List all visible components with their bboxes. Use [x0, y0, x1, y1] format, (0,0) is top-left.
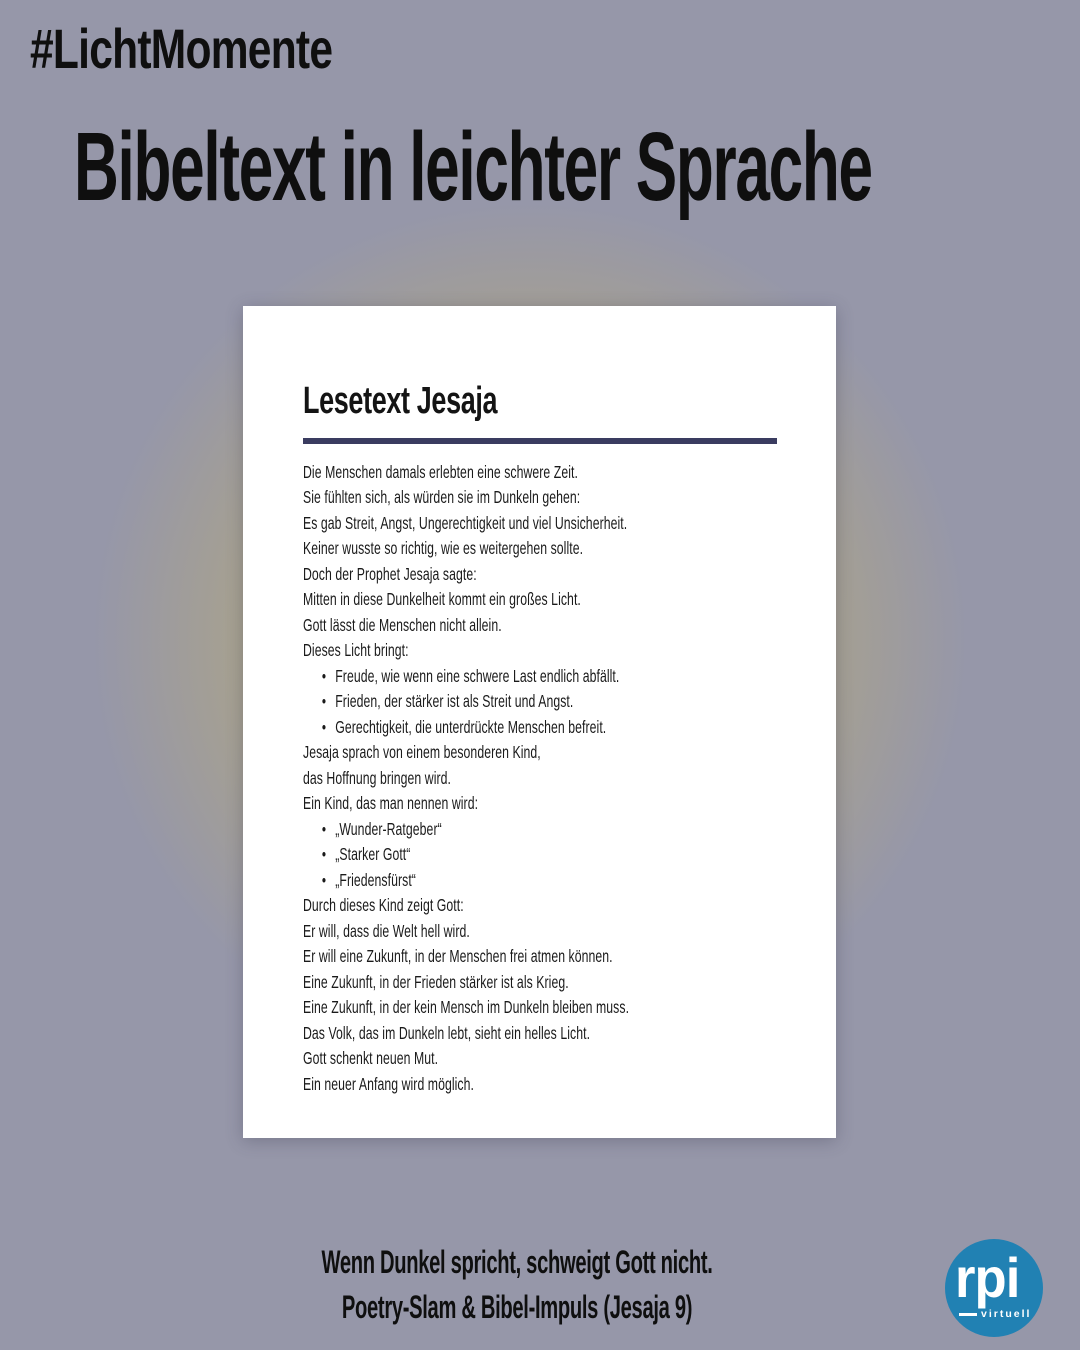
bullet-item [303, 689, 676, 715]
footer-slogan: Wenn Dunkel spricht, schweigt Gott nicht. [321, 1244, 713, 1280]
bullet-text: Frieden, der stärker ist als Streit und Angst. [335, 691, 574, 712]
bullet-icon: • [321, 717, 327, 737]
poem-line: Jesaja sprach von einem besonderen Kind, [303, 742, 541, 763]
poem-line: Die Menschen damals erlebten eine schwere Zeit. [303, 461, 578, 482]
bullet-text: Gerechtigkeit, die unterdrückte Menschen befreit. [335, 716, 607, 737]
poem-line: Eine Zukunft, in der Frieden stärker ist als Krieg. [303, 971, 569, 992]
card-heading: Lesetext Jesaja [303, 380, 498, 422]
poem-line: Er will, dass die Welt hell wird. [303, 920, 470, 941]
poem-line: Ein Kind, das man nennen wird: [303, 793, 479, 814]
poem-line: Mitten in diese Dunkelheit kommt ein großes Licht. [303, 589, 581, 610]
bullet-item [303, 842, 676, 868]
heading-divider [303, 438, 777, 444]
bullet-icon: • [321, 870, 327, 890]
bullet-item [303, 817, 676, 843]
poem-text [303, 460, 676, 1098]
poem-line: Dieses Licht bringt: [303, 640, 409, 661]
hashtag-label: #LichtMomente [30, 17, 333, 80]
logo-wordmark: rpi [955, 1246, 1020, 1309]
page-title: Bibeltext in leichter Sprache [74, 112, 872, 221]
poem-line: Es gab Streit, Angst, Ungerechtigkeit und viel Unsicherheit. [303, 512, 628, 533]
bullet-item [303, 664, 676, 690]
poem-line: das Hoffnung bringen wird. [303, 767, 452, 788]
bullet-item [303, 868, 676, 894]
logo-subtext: virtuell [981, 1308, 1032, 1320]
logo-subline [959, 1308, 1033, 1320]
poem-line: Gott schenkt neuen Mut. [303, 1048, 439, 1069]
bullet-text: „Wunder-Ratgeber“ [335, 818, 442, 839]
poem-line: Ein neuer Anfang wird möglich. [303, 1073, 474, 1094]
poem-line: Eine Zukunft, in der kein Mensch im Dunkeln bleiben muss. [303, 997, 630, 1018]
bullet-text: „Friedensfürst“ [335, 869, 416, 890]
poem-line: Sie fühlten sich, als würden sie im Dunkeln gehen: [303, 487, 581, 508]
poem-line: Das Volk, das im Dunkeln lebt, sieht ein helles Licht. [303, 1022, 591, 1043]
footer-subtitle: Poetry-Slam & Bibel-Impuls (Jesaja 9) [341, 1289, 693, 1325]
bullet-text: Freude, wie wenn eine schwere Last endlich abfällt. [335, 665, 620, 686]
poem-line: Doch der Prophet Jesaja sagte: [303, 563, 477, 584]
poem-line: Gott lässt die Menschen nicht allein. [303, 614, 502, 635]
reading-card [243, 306, 836, 1138]
logo-underline [959, 1313, 977, 1316]
rpi-virtuell-logo [945, 1239, 1043, 1337]
poem-line: Keiner wusste so richtig, wie es weitergehen sollte. [303, 538, 584, 559]
bullet-icon: • [321, 845, 327, 865]
poem-line: Er will eine Zukunft, in der Menschen frei atmen können. [303, 946, 613, 967]
bullet-text: „Starker Gott“ [335, 844, 411, 865]
bullet-icon: • [321, 692, 327, 712]
footer [0, 1240, 1080, 1330]
bullet-item [303, 715, 676, 741]
poem-line: Durch dieses Kind zeigt Gott: [303, 895, 464, 916]
bullet-icon: • [321, 666, 327, 686]
bullet-icon: • [321, 819, 327, 839]
